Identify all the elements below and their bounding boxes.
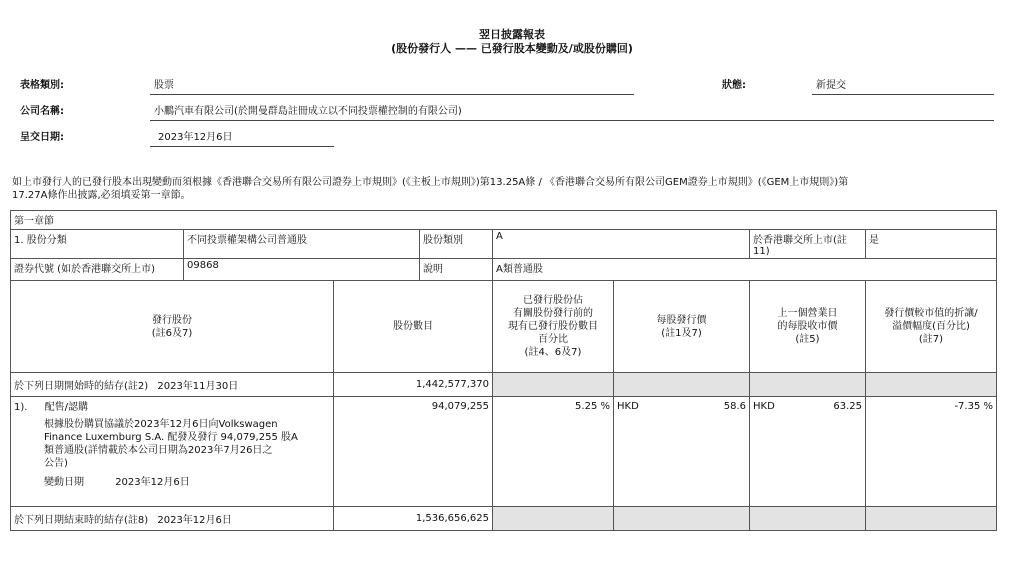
col-percentage-line5: (註4、6及7) — [524, 347, 582, 358]
event-row — [11, 397, 997, 507]
stock-code-value: 09868 — [184, 259, 420, 281]
event-desc-line3: 類普通股(詳情載於本公司日期為2023年7月26日之 — [44, 445, 273, 456]
col-closing-price-header — [750, 281, 866, 373]
description-label: 說明 — [420, 259, 493, 281]
event-description — [44, 418, 330, 470]
column-header-row — [11, 281, 997, 373]
col-discount-line2: 溢價幅度(百分比) — [892, 321, 970, 332]
opening-shaded-cell-1 — [493, 373, 614, 397]
share-class-value: 不同投票權架構公司普通股 — [184, 230, 420, 259]
intro-text-line2: 17.27A條作出披露,必須填妥第一章節。 — [12, 190, 191, 201]
status-label: 狀態: — [722, 80, 746, 91]
form-type-value: 股票 — [154, 80, 174, 91]
opening-balance-row — [11, 373, 997, 397]
share-category-label: 股份類別 — [420, 230, 493, 259]
opening-shaded-cell-2 — [614, 373, 750, 397]
company-underline — [150, 120, 994, 121]
event-heading — [14, 401, 330, 414]
event-number: 1). — [14, 402, 28, 413]
stock-code-row — [11, 259, 997, 281]
listed-value: 是 — [866, 230, 997, 259]
event-closing-price-cell — [750, 397, 866, 507]
closing-balance-label-cell — [11, 507, 334, 531]
form-type-underline — [150, 94, 634, 95]
report-title: 翌日披露報表 — [479, 28, 545, 41]
event-percentage: 5.25 % — [493, 397, 614, 507]
col-closing-price-line2: 的每股收市價 — [777, 321, 838, 332]
opening-balance-shares: 1,442,577,370 — [334, 373, 493, 397]
col-share-count-header: 股份數目 — [334, 281, 493, 373]
closing-balance-date: 2023年12月6日 — [157, 515, 232, 526]
share-class-label: 1. 股份分類 — [11, 230, 184, 259]
closing-shaded-cell-3 — [750, 507, 866, 531]
col-issue-price-line2: (註1及7) — [661, 327, 702, 339]
event-issue-price-cell — [614, 397, 750, 507]
closing-shaded-cell-2 — [614, 507, 750, 531]
col-discount-line1: 發行價較市值的折讓/ — [884, 308, 978, 319]
company-label: 公司名稱: — [20, 106, 64, 117]
description-value: A類普通股 — [493, 259, 997, 281]
event-closing-currency: HKD — [753, 401, 775, 412]
opening-balance-label: 於下列日期開始時的結存(註2) — [14, 381, 149, 392]
submit-date-value: 2023年12月6日 — [158, 132, 233, 143]
opening-balance-date: 2023年11月30日 — [157, 381, 239, 392]
col-percentage-header — [493, 281, 614, 373]
chapter-row — [11, 211, 997, 230]
col-percentage-line2: 有關股份發行前的 — [513, 308, 593, 319]
status-underline — [812, 94, 994, 95]
event-desc-line4: 公告) — [44, 458, 68, 469]
event-change-date-label: 變動日期 — [44, 477, 84, 488]
closing-shaded-cell-1 — [493, 507, 614, 531]
col-issue-price-header — [614, 281, 750, 373]
closing-balance-shares: 1,536,656,625 — [334, 507, 493, 531]
intro-text-line1: 如上市發行人的已發行股本出現變動而須根據《香港聯合交易所有限公司證券上市規則》(《主板上市規則》)第13.25A條 / 《香港聯合交易所有限公司GEM證券上市規則》(《GEM上市規則》)第 — [12, 177, 849, 188]
status-value: 新提交 — [816, 80, 846, 91]
col-percentage-line1: 已發行股份佔 — [523, 295, 583, 306]
col-discount-header — [866, 281, 997, 373]
share-changes-table — [10, 210, 997, 531]
event-change-date: 2023年12月6日 — [115, 477, 190, 488]
opening-balance-label-cell — [11, 373, 334, 397]
event-desc-line1: 根據股份購買協議於2023年12月6日向Volkswagen — [44, 419, 278, 430]
col-percentage-line4: 百分比 — [538, 334, 568, 345]
event-change-date-row — [44, 476, 330, 489]
col-closing-price-line1: 上一個營業日 — [777, 308, 838, 319]
col-discount-line3: (註7) — [918, 334, 944, 345]
col-issued-shares-line2: (註6及7) — [151, 327, 193, 339]
opening-shaded-cell-3 — [750, 373, 866, 397]
closing-balance-row — [11, 507, 997, 531]
event-discount: -7.35 % — [866, 397, 997, 507]
share-class-row — [11, 230, 997, 259]
closing-balance-label: 於下列日期結束時的結存(註8) — [14, 515, 149, 526]
report-subtitle: (股份發行人 —— 已發行股本變動及/或股份購回) — [391, 42, 633, 55]
event-closing-price: 63.25 — [833, 401, 862, 412]
event-issue-price: 58.6 — [723, 401, 746, 412]
col-issue-price-line1: 每股發行價 — [656, 314, 707, 326]
chapter-title: 第一章節 — [11, 211, 997, 230]
event-type: 配售/認購 — [44, 402, 89, 413]
closing-shaded-cell-4 — [866, 507, 997, 531]
event-detail-cell — [11, 397, 334, 507]
event-issue-currency: HKD — [617, 401, 639, 412]
col-closing-price-line3: (註5) — [795, 334, 820, 345]
share-category-value: A — [493, 230, 750, 259]
company-value: 小鵬汽車有限公司(於開曼群島註冊成立以不同投票權控制的有限公司) — [154, 106, 462, 117]
form-type-label: 表格類別: — [20, 80, 64, 91]
opening-shaded-cell-4 — [866, 373, 997, 397]
stock-code-label: 證券代號 (如於香港聯交所上市) — [11, 259, 184, 281]
col-issued-shares-header — [11, 281, 334, 373]
submit-date-underline — [150, 146, 334, 147]
col-percentage-line3: 現有已發行股份數目 — [508, 321, 598, 332]
col-issued-shares-line1: 發行股份 — [152, 314, 192, 326]
listed-label: 於香港聯交所上市(註11) — [750, 230, 866, 259]
event-desc-line2: Finance Luxemburg S.A. 配發及發行 94,079,255 股A — [44, 432, 298, 443]
event-shares: 94,079,255 — [334, 397, 493, 507]
submit-date-label: 呈交日期: — [20, 132, 64, 143]
